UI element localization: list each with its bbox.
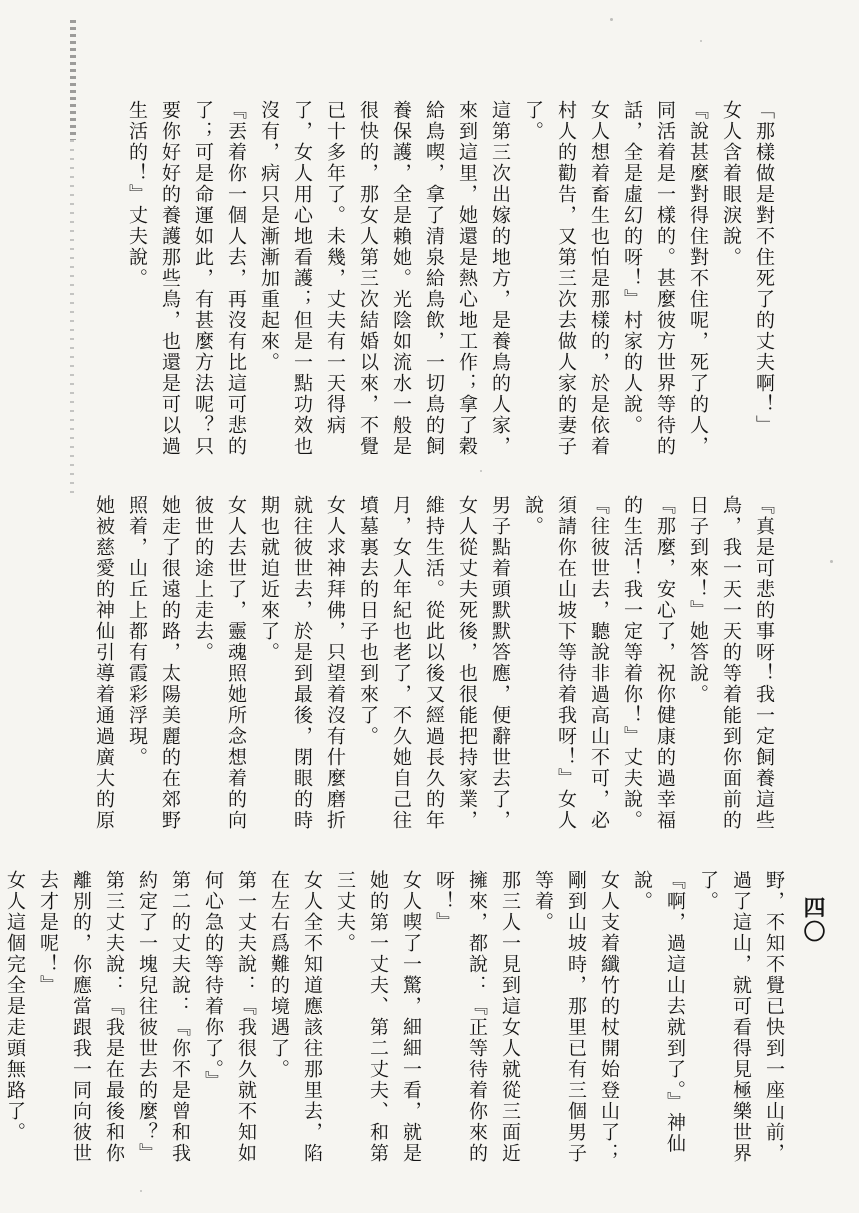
paragraph: 第三丈夫說：『我是在最後和你離別的，你應當跟我一同向彼世去才是呢！』 [37, 870, 125, 1164]
text-band-bottom [4, 870, 790, 1180]
paragraph: 『丟着你一個人去，再沒有比這可悲的了；可是命運如此，有甚麼方法呢？只要你好好的養護那些鳥，也還是可以過生活的！』丈夫說。 [126, 100, 247, 457]
paragraph: 第一丈夫說：『我很久就不知如何心急的等待着你了。』 [202, 870, 257, 1164]
paragraph: 第二的丈夫說：『你不是曾和我約定了一塊兒往彼世去的麼？』 [136, 870, 191, 1164]
paragraph: 『真是可悲的事呀！我一定飼養這些鳥，我一天一天的等着能到你面前的日子到來！』她答說。 [687, 495, 775, 831]
paragraph: 女人全不知道應該往那里去，陷在左右爲難的境遇了。 [268, 870, 323, 1164]
scan-dotted-line [70, 140, 74, 500]
scan-speckle [610, 18, 613, 21]
paragraph: 她走了很遠的路，太陽美麗的在郊野照着，山丘上都有霞彩浮現。 [126, 495, 181, 831]
paragraph: 這第三次出嫁的地方，是養鳥的人家，來到這里，她還是熱心地工作；拿了穀給鳥喫，拿了清泉給鳥飲，一切鳥的飼養保護，全是賴她。光陰如流水一般是很快的，那女人第三次結婚以來，不覺已十多年了。未幾，丈夫有一天得病了，女人用心地看護；但是一點功效也沒有，病只是漸漸加重起來。 [258, 100, 511, 457]
scan-speckle [700, 40, 702, 42]
paragraph: 女人喫了一驚，細細一看，就是她的第一丈夫、第二丈夫、和第三丈夫。 [334, 870, 422, 1164]
paragraph: 『啊，過這山去就到了。』神仙說。 [631, 870, 686, 1155]
paragraph: 女人想着畜生也怕是那樣的，於是依着村人的勸告，又第三次去做人家的妻子了。 [522, 100, 610, 457]
paragraph: 女人求神拜佛，只望着沒有什麼磨折就往彼世去，於是到最後，閉眼的時期也就迫近來了。 [258, 495, 346, 831]
page-number: 四〇 [800, 896, 826, 944]
paragraph: 『往彼世去，聽說非過高山不可，必須請你在山坡下等待着我呀！』女人說。 [522, 495, 610, 831]
paragraph: 女人含着眼淚說。 [720, 100, 742, 268]
paragraph: 男子點着頭默默答應，便辭世去了，女人從丈夫死後，也很能把持家業，維持生活。從此以後又經過長久的年月，女人年紀也老了，不久她自己往墳墓裏去的日子也到來了。 [357, 495, 511, 831]
paragraph: 野，不知不覺已快到一座山前，過了這山，就可看得見極樂世界了。 [697, 870, 785, 1164]
paragraph: 『說甚麼對得住對不住呢，死了的人，同活着是一樣的。甚麼彼方世界等待的話，全是虛幻的呀！』村家的人說。 [621, 100, 709, 457]
paragraph: 那三人一見到這女人就從三面近擁來，都說：『正等待着你來的呀！』 [433, 870, 521, 1164]
scan-edge-mark [70, 20, 76, 140]
scan-speckle [830, 560, 833, 563]
scan-speckle [480, 470, 482, 472]
paragraph: 她被慈愛的神仙引導着通過廣大的原 [93, 495, 115, 831]
text-band-middle [93, 495, 780, 845]
paragraph: 女人這個完全是走頭無路了。 [4, 870, 26, 1143]
paragraph: 女人支着纖竹的杖開始登山了；剛到山坡時，那里已有三個男子等着。 [532, 870, 620, 1164]
paragraph: 『那麼，安心了，祝你健康的過幸福的生活！我一定等着你！』丈夫說。 [621, 495, 676, 831]
paragraph: 「那樣做是對不住死了的丈夫啊！」 [753, 100, 775, 436]
text-band-top [100, 100, 780, 460]
scan-speckle [140, 1190, 142, 1192]
paragraph: 女人去世了，靈魂照她所念想着的向彼世的途上走去。 [192, 495, 247, 831]
